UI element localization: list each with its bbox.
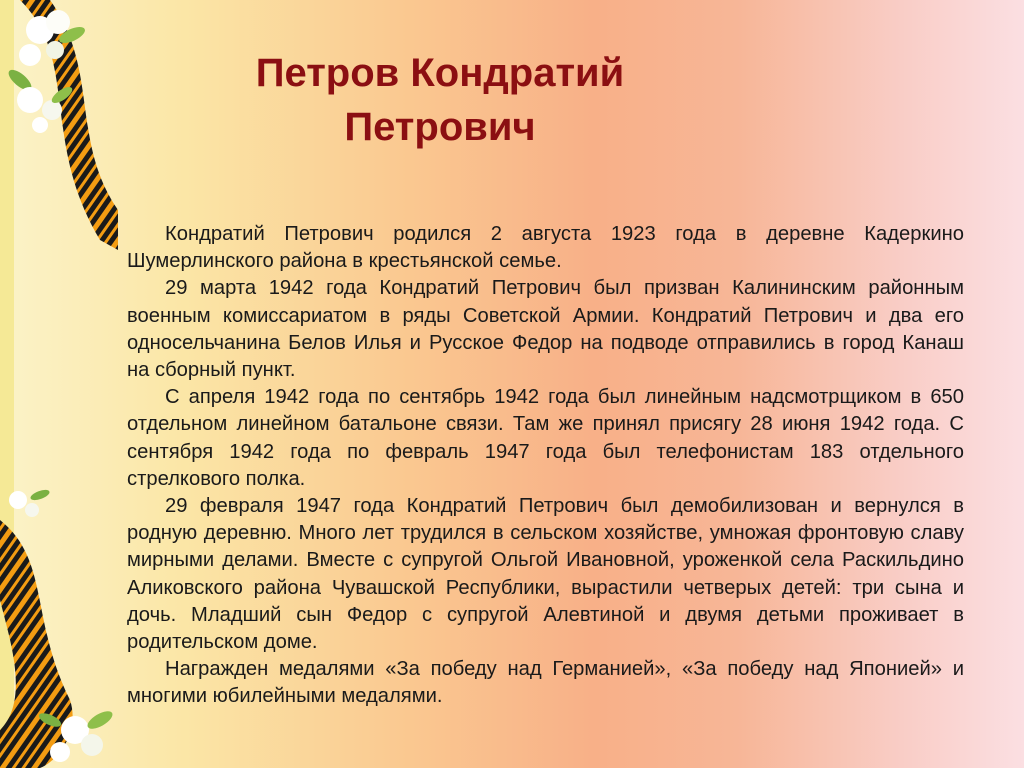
title-line: Петрович [344,105,536,149]
paragraph: Кондратий Петрович родился 2 августа 1923 года в деревне Кадеркино Шумерлинского района в крестьянской семье. [127,223,964,273]
title-line: Петров Кондратий [255,51,625,95]
paragraph: Награжден медалями «За победу над Германией», «За победу над Японией» и многими юбилейными медалями. [127,658,964,708]
paragraph: 29 марта 1942 года Кондратий Петрович был призван Калининским районным военным комиссариатом в ряды Советской Армии. Кондратий Петрович и два его односельчанина Белов Илья и Русское Федор на подводе отправились в город Канаш на сборный пункт. [127,277,964,382]
paragraph: 29 февраля 1947 года Кондратий Петрович был демобилизован и вернулся в родную деревню. Много лет трудился в сельском хозяйстве, умножая фронтовую славу мирными делами. Вместе с супругой Ольгой Ивановной, уроженкой села Раскильдино Аликовского района Чувашской Республики, вырастили четверых детей: три сына и дочь. Младший сын Федор с супругой Алевтиной и двумя детьми проживает в родительском доме. [127,495,964,654]
biography-text [127,221,964,711]
ribbon-decoration [0,0,120,768]
st-george-ribbon-icon [0,0,120,768]
flower-icon [9,488,51,517]
paragraph: С апреля 1942 года по сентябрь 1942 года был линейным надсмотрщиком в 650 отдельном линейном батальоне связи. Там же принял присягу 28 июня 1942 года. С сентября 1942 года по февраль 1947 года был телефонистам 183 отдельного стрелкового полка. [127,386,964,490]
page-title [180,46,700,154]
